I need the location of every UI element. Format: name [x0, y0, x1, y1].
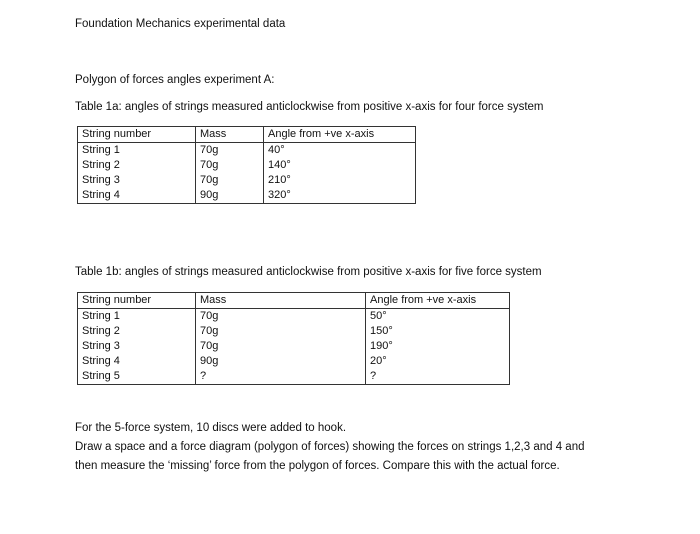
table-1a-header-row	[78, 127, 416, 143]
table-row	[78, 188, 416, 204]
table-1a-header-string-number: String number	[78, 127, 196, 143]
note-line-3: then measure the ‘missing’ force from the polygon of forces. Compare this with the actual force.	[75, 460, 560, 472]
table-row	[78, 369, 510, 385]
table-1b-cell-angle: 20°	[366, 354, 510, 369]
table-1b-cell-string: String 4	[78, 354, 196, 369]
table-1b-header-angle: Angle from +ve x-axis	[366, 293, 510, 309]
table-1b-header-string-number: String number	[78, 293, 196, 309]
table-1b-cell-string: String 3	[78, 339, 196, 354]
table-1b	[77, 292, 510, 385]
table-1a-cell-string: String 2	[78, 158, 196, 173]
table-1a-cell-mass: 90g	[196, 188, 264, 204]
table-row	[78, 158, 416, 173]
table-row	[78, 339, 510, 354]
table-1b-caption: Table 1b: angles of strings measured anticlockwise from positive x-axis for five force system	[75, 266, 542, 278]
table-1b-cell-string: String 2	[78, 324, 196, 339]
table-1b-cell-angle: 50°	[366, 309, 510, 325]
document-title: Foundation Mechanics experimental data	[75, 18, 286, 30]
section-title: Polygon of forces angles experiment A:	[75, 74, 275, 86]
table-1b-cell-mass: 70g	[196, 339, 366, 354]
table-row	[78, 354, 510, 369]
table-1a	[77, 126, 416, 204]
table-1b-header-mass: Mass	[196, 293, 366, 309]
table-1a-cell-mass: 70g	[196, 143, 264, 159]
table-row	[78, 143, 416, 159]
table-1b-cell-angle: 150°	[366, 324, 510, 339]
table-1a-cell-string: String 3	[78, 173, 196, 188]
table-row	[78, 309, 510, 325]
table-1b-cell-mass: 70g	[196, 309, 366, 325]
table-1a-header-angle: Angle from +ve x-axis	[264, 127, 416, 143]
table-1b-cell-angle: ?	[366, 369, 510, 385]
table-1b-cell-string: String 1	[78, 309, 196, 325]
table-row	[78, 173, 416, 188]
table-1a-caption: Table 1a: angles of strings measured anticlockwise from positive x-axis for four force system	[75, 101, 544, 113]
note-line-2: Draw a space and a force diagram (polygon of forces) showing the forces on strings 1,2,3 and 4 and	[75, 441, 585, 453]
table-1a-cell-angle: 210°	[264, 173, 416, 188]
table-1a-cell-angle: 40°	[264, 143, 416, 159]
table-1a-cell-string: String 4	[78, 188, 196, 204]
table-1a-cell-angle: 140°	[264, 158, 416, 173]
table-1b-cell-mass: 70g	[196, 324, 366, 339]
table-1a-cell-mass: 70g	[196, 158, 264, 173]
table-1b-header-row	[78, 293, 510, 309]
table-1a-cell-string: String 1	[78, 143, 196, 159]
note-line-1: For the 5-force system, 10 discs were added to hook.	[75, 422, 347, 434]
table-1a-header-mass: Mass	[196, 127, 264, 143]
table-1a-cell-angle: 320°	[264, 188, 416, 204]
table-1b-cell-mass: ?	[196, 369, 366, 385]
table-1b-cell-angle: 190°	[366, 339, 510, 354]
table-1b-cell-string: String 5	[78, 369, 196, 385]
table-1a-cell-mass: 70g	[196, 173, 264, 188]
table-1b-cell-mass: 90g	[196, 354, 366, 369]
table-row	[78, 324, 510, 339]
